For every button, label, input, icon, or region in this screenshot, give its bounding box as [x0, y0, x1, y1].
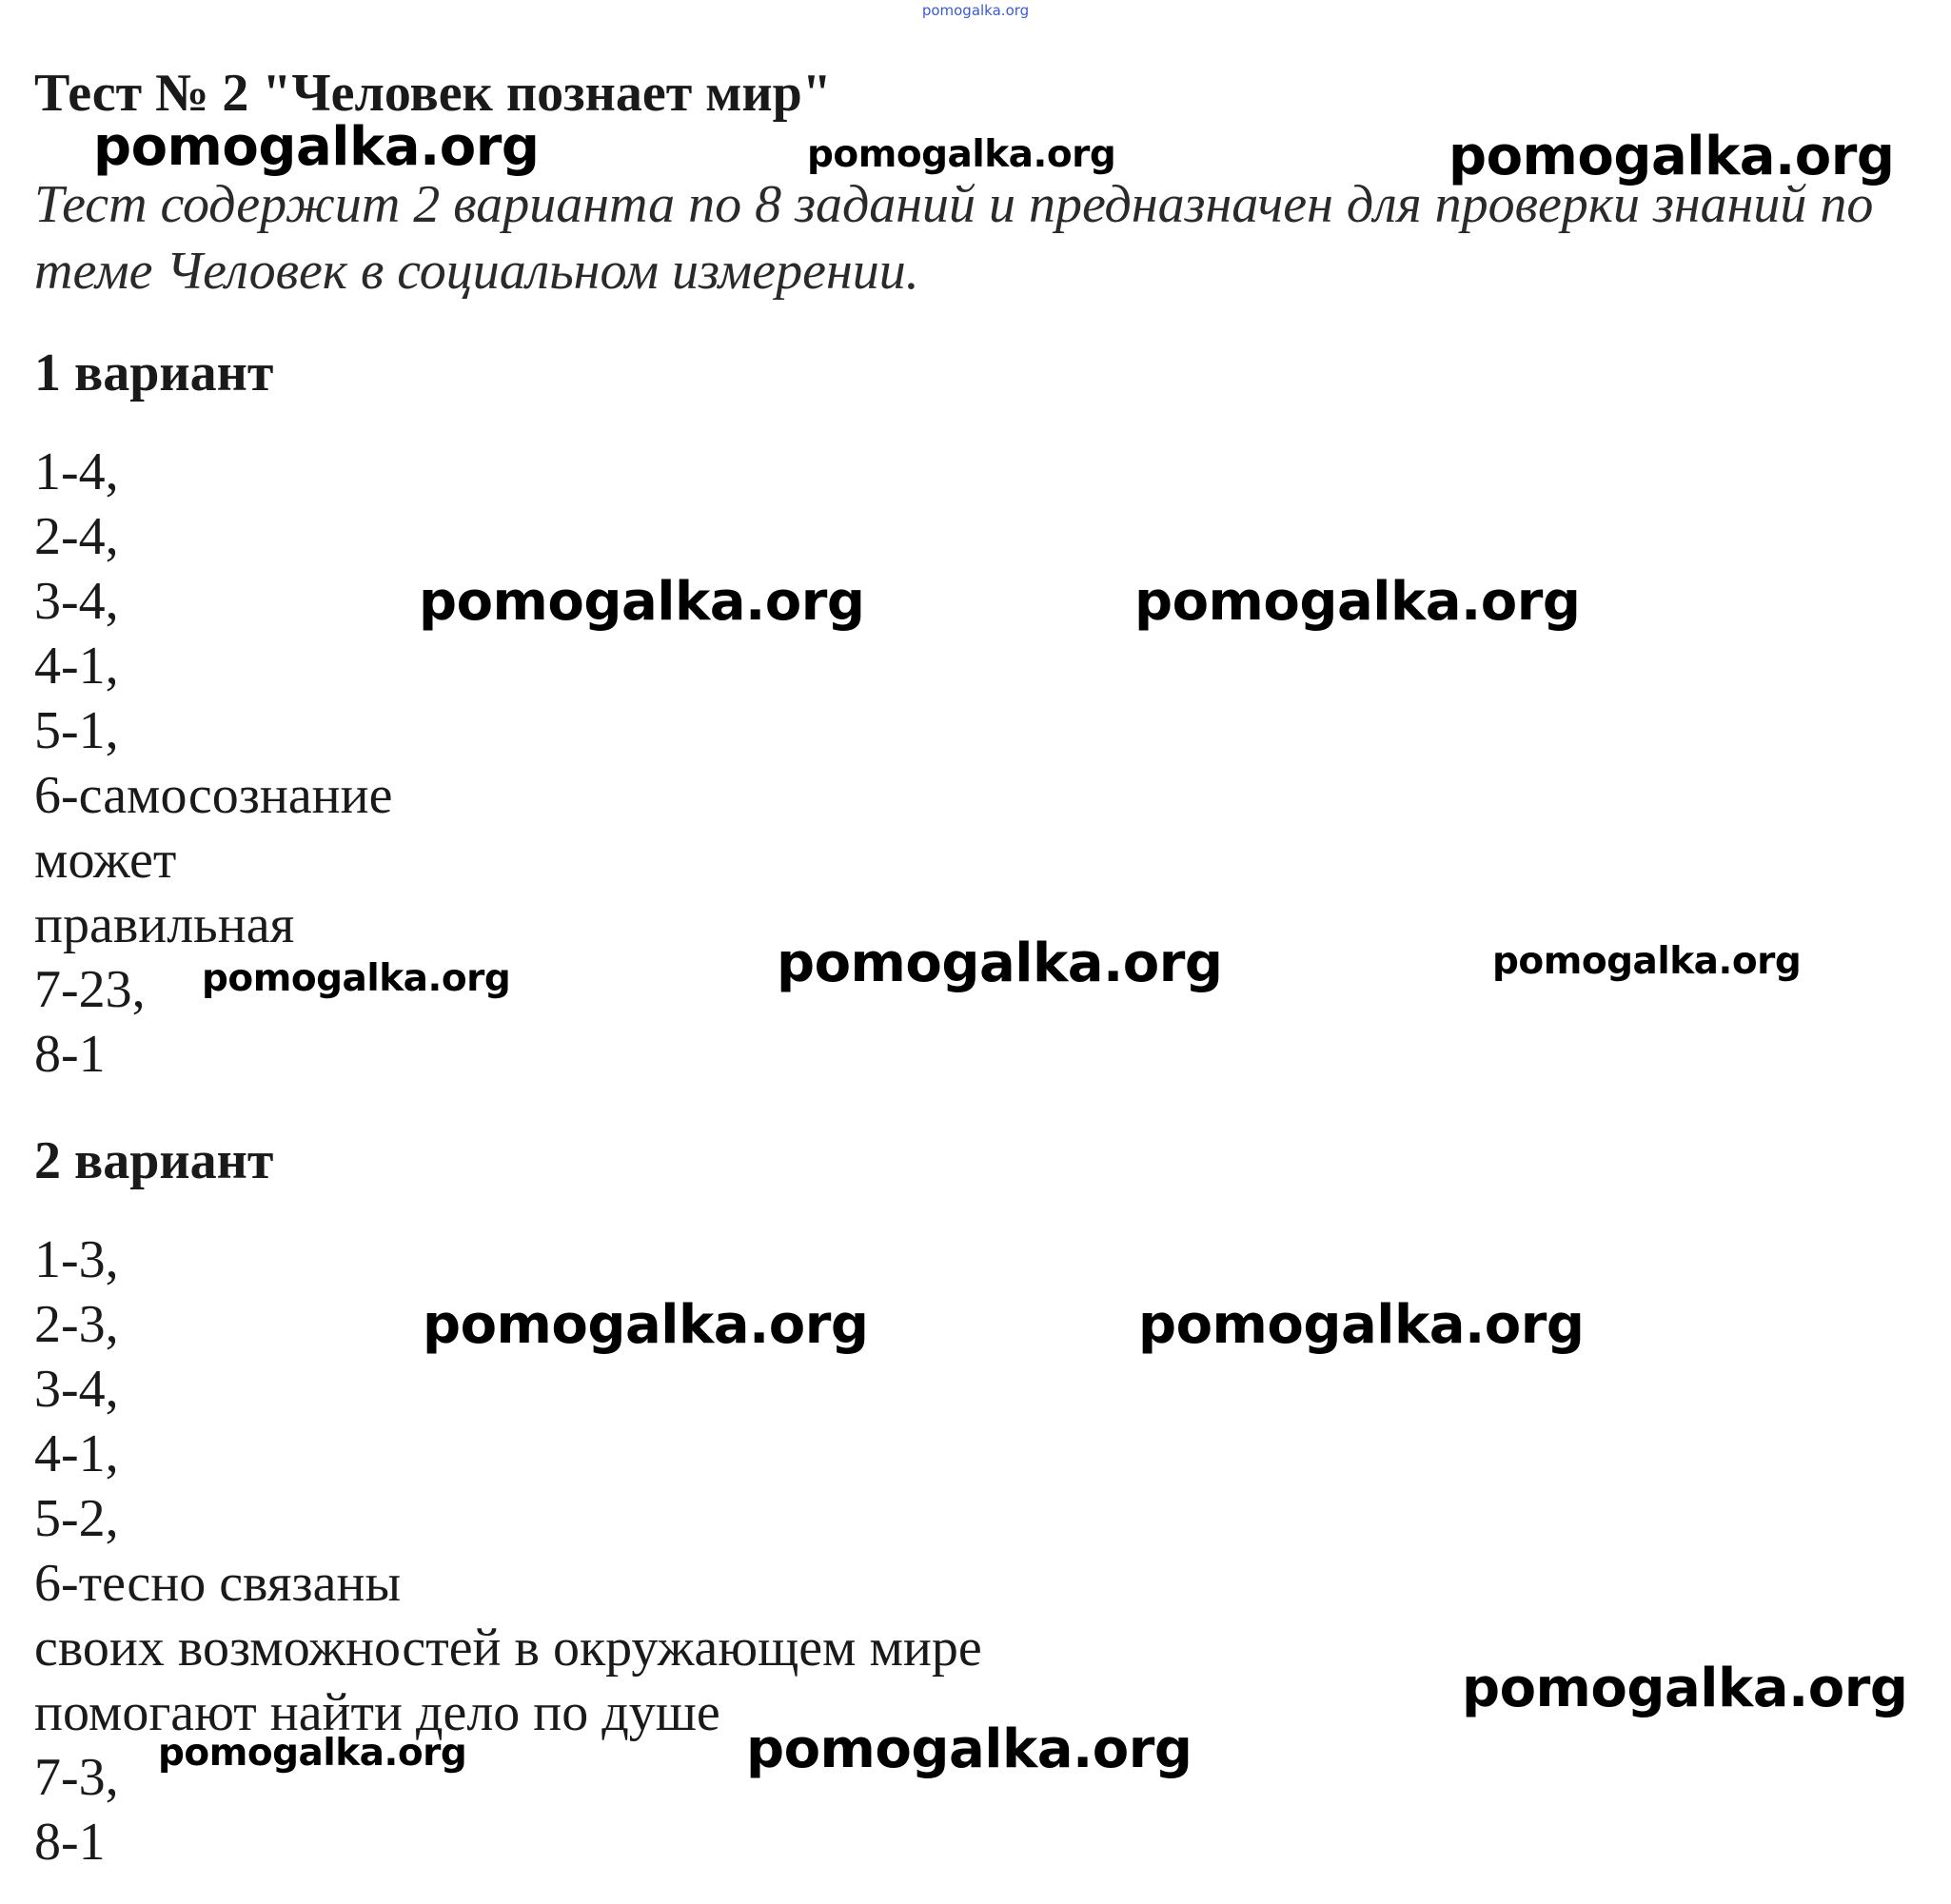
page-title: Тест № 2 "Человек познает мир" — [34, 64, 832, 123]
answer-item: 8-1 — [34, 1025, 106, 1084]
answer-item: 6-тесно связаны — [34, 1554, 402, 1613]
answer-item: 5-2, — [34, 1489, 119, 1548]
intro-text: Тест содержит 2 варианта по 8 заданий и предназначен для проверки знаний по теме Человек в социальном измерении. — [34, 175, 1874, 301]
answer-item: 2-4, — [34, 507, 119, 566]
answer-item: 2-3, — [34, 1295, 119, 1354]
watermark: pomogalka.org — [1462, 1658, 1908, 1719]
watermark: pomogalka.org — [158, 1732, 467, 1775]
watermark: pomogalka.org — [93, 116, 540, 178]
watermark: pomogalka.org — [807, 133, 1116, 176]
answer-item: правильная — [34, 895, 295, 954]
answer-item: 1-4, — [34, 442, 119, 501]
watermark: pomogalka.org — [423, 1294, 869, 1356]
answer-item: 4-1, — [34, 1424, 119, 1483]
answer-item: 4-1, — [34, 637, 119, 696]
answer-item: 7-3, — [34, 1748, 119, 1807]
variant-1-heading: 1 вариант — [34, 344, 274, 402]
variant-2-heading: 2 вариант — [34, 1131, 274, 1190]
answer-item: 3-4, — [34, 1360, 119, 1419]
watermark: pomogalka.org — [746, 1718, 1192, 1780]
watermark: pomogalka.org — [1448, 126, 1895, 187]
watermark: pomogalka.org — [1138, 1294, 1585, 1356]
watermark: pomogalka.org — [1134, 571, 1581, 633]
answer-item: своих возможностей в окружающем мире — [34, 1619, 982, 1678]
watermark: pomogalka.org — [419, 571, 865, 633]
answer-item: 5-1, — [34, 701, 119, 760]
answer-item: может — [34, 831, 177, 890]
answer-item: помогают найти дело по душе — [34, 1683, 720, 1742]
answer-item: 6-самосознание — [34, 766, 393, 825]
watermark: pomogalka.org — [1492, 940, 1802, 983]
answer-item: 7-23, — [34, 960, 146, 1019]
site-mark: pomogalka.org — [921, 2, 1030, 19]
answer-item: 3-4, — [34, 572, 119, 631]
watermark: pomogalka.org — [777, 932, 1223, 994]
watermark: pomogalka.org — [202, 957, 511, 1000]
answer-item: 1-3, — [34, 1230, 119, 1289]
answer-item: 8-1 — [34, 1813, 106, 1872]
